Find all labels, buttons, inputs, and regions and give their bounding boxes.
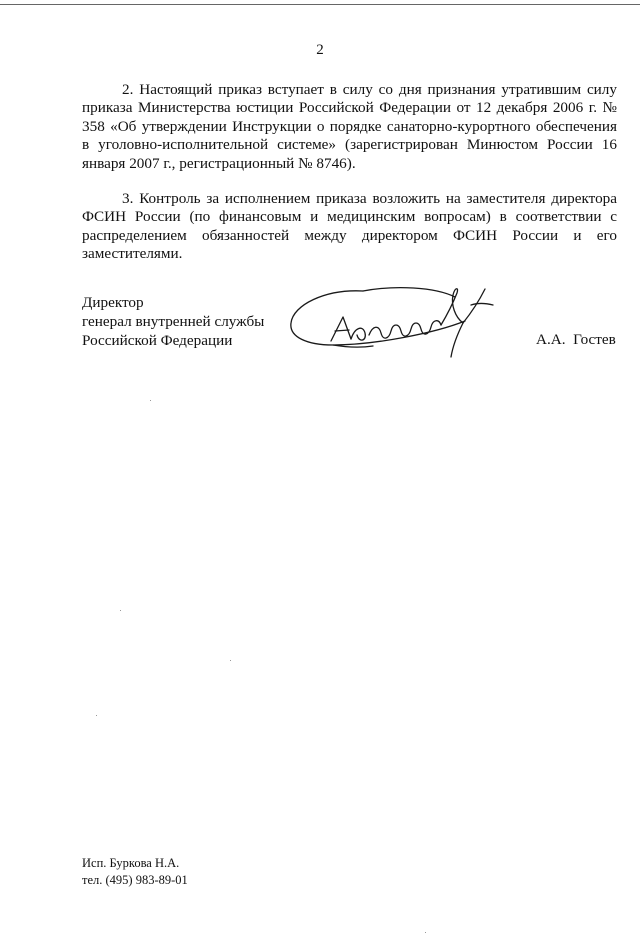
order-paragraph-2: 2. Настоящий приказ вступает в силу со дня признания утратившим силу приказа Министерства юстиции Российской Федерации от 12 декабря 2006 г. № 358 «Об утверждении Инструкции о порядке санаторно-курортного обеспечения в уголовно-исполнительной системе» (зарегистрирован Минюстом России 16 января 2007 г., регистрационный № 8746). [82,81,617,172]
page-top-border [0,4,640,5]
executor-name: Исп. Буркова Н.А. [82,856,180,870]
scan-speck [120,610,121,611]
handwritten-signature [285,275,515,370]
signatory-title-line-1: Директор [82,294,144,311]
order-paragraph-3: 3. Контроль за исполнением приказа возложить на заместителя директора ФСИН России (по финансовым и медицинским вопросам) в соответствии с распределением обязанностей между директором ФСИН России и его заместителями. [82,190,617,263]
signatory-title-line-3: Российской Федерации [82,332,233,349]
page-number: 2 [316,42,324,58]
scan-speck [230,660,231,661]
signatory-title-block [82,293,264,350]
signatory-name: А.А. Гостев [536,331,616,348]
scan-speck [96,715,97,716]
scan-speck [150,400,151,401]
executor-contact-block [82,855,188,889]
scan-speck [425,932,426,933]
executor-phone: тел. (495) 983-89-01 [82,873,188,887]
signatory-title-line-2: генерал внутренней службы [82,313,265,330]
